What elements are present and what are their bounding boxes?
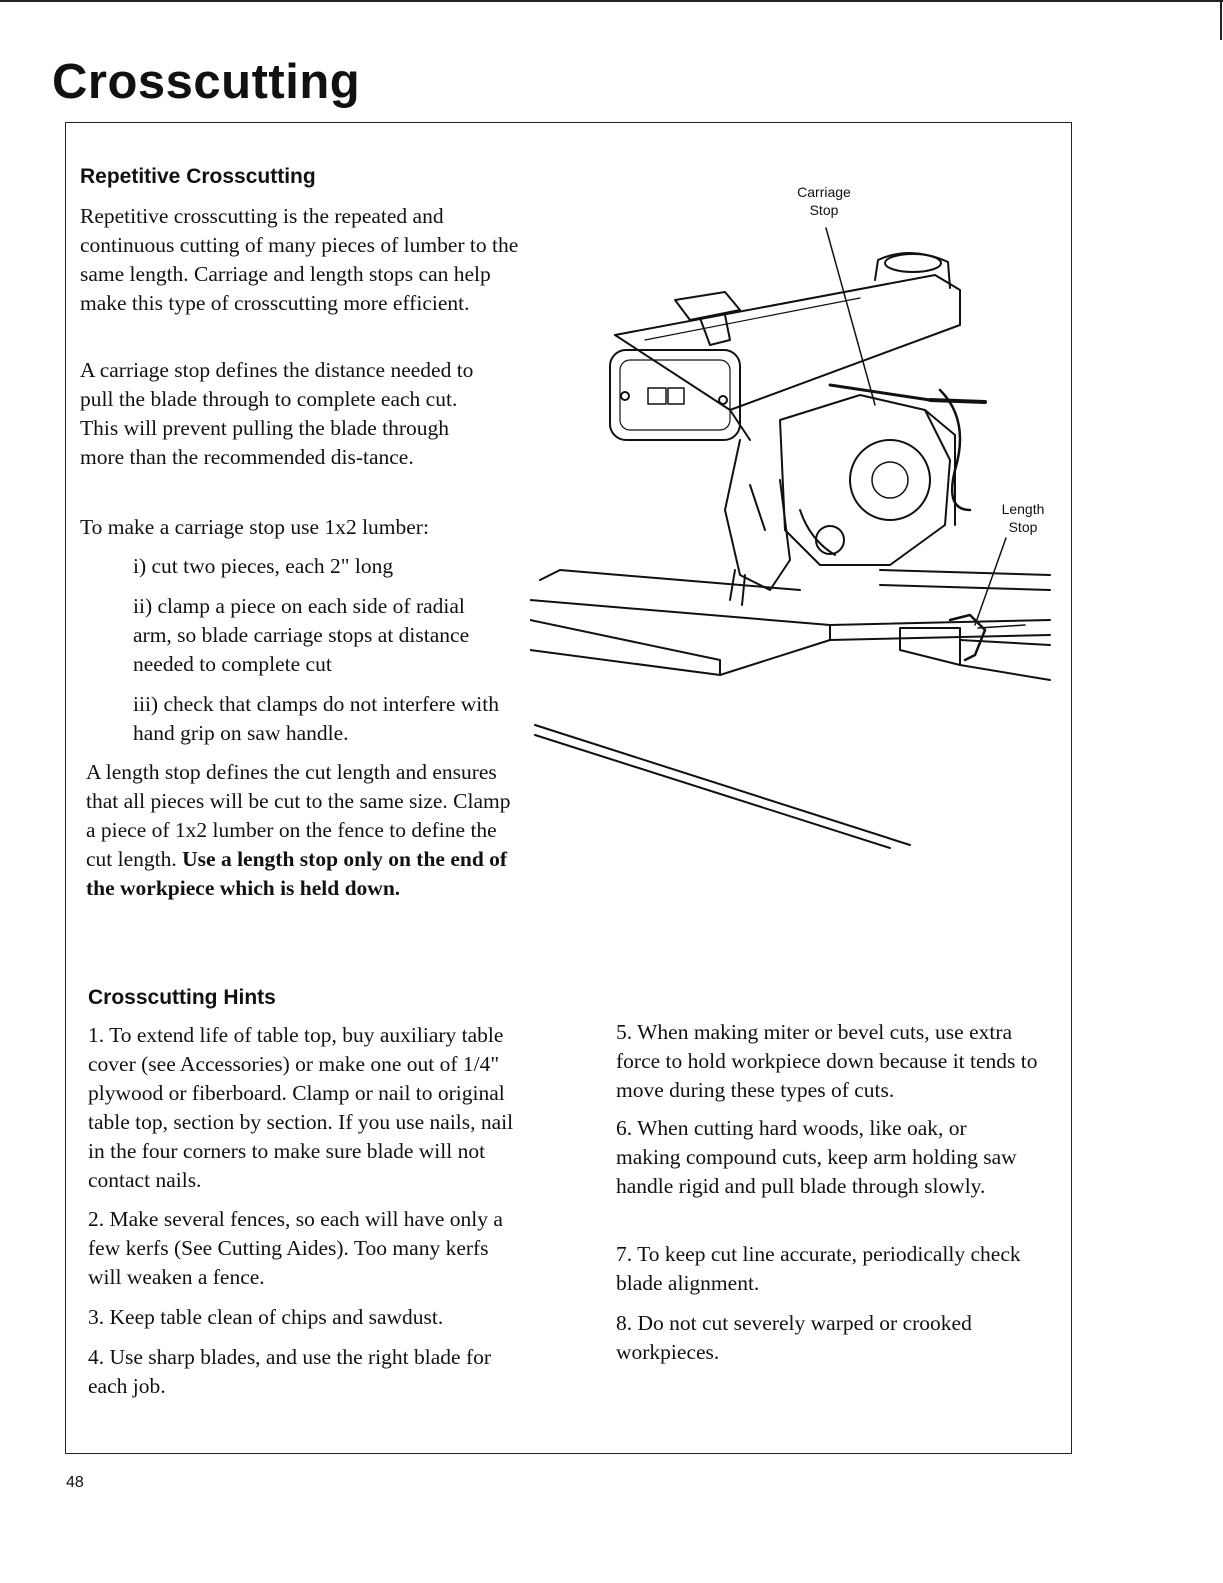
hint-item: 5. When making miter or bevel cuts, use extra force to hold workpiece down because it tends to move during these types of cuts. <box>616 1020 1038 1102</box>
page-title: Crosscutting <box>52 55 361 109</box>
carriage-stop-label-line: Stop <box>809 202 839 218</box>
step-item: ii) clamp a piece on each side of radial arm, so blade carriage stops at distance needed to complete cut <box>133 594 470 676</box>
length-stop-paragraph <box>86 758 518 903</box>
step-item: iii) check that clamps do not interfere with hand grip on saw handle. <box>133 692 499 745</box>
hint-item: 1. To extend life of table top, buy auxiliary table cover (see Accessories) or make one out of 1/4" plywood or fiberboard. Clamp or nail to original table top, section by section. If you use nails, nail in the four corners to make sure blade will not contact nails. <box>88 1023 514 1192</box>
length-stop-text: A length stop defines the cut length and ensures that all pieces will be cut to the same size. Clamp a piece of 1x2 lumber on the fence to define the cut length. <box>86 760 511 871</box>
top-rule <box>0 0 1223 2</box>
carriage-stop-paragraph: A carriage stop defines the distance needed to pull the blade through to complete each cut. This will prevent pulling the blade through more than the recommended dis-tance. <box>80 358 474 469</box>
intro-paragraph: Repetitive crosscutting is the repeated and continuous cutting of many pieces of lumber to the same length. Carriage and length stops can help make this type of crosscutting more efficient. <box>80 204 519 315</box>
hint-item: 3. Keep table clean of chips and sawdust. <box>88 1305 444 1329</box>
hint-item: 6. When cutting hard woods, like oak, or making compound cuts, keep arm holding saw handle rigid and pull blade through slowly. <box>616 1116 1017 1198</box>
hint-item: 8. Do not cut severely warped or crooked workpieces. <box>616 1311 972 1364</box>
radial-arm-saw-illustration <box>530 180 1060 860</box>
page-number: 48 <box>66 1474 84 1491</box>
hint-item: 2. Make several fences, so each will have only a few kerfs (See Cutting Aides). Too many kerfs will weaken a fence. <box>88 1207 503 1289</box>
carriage-stop-label <box>784 183 864 219</box>
length-stop-label-line: Stop <box>1008 519 1038 535</box>
hint-item: 4. Use sharp blades, and use the right blade for each job. <box>88 1345 492 1398</box>
make-stop-paragraph: To make a carriage stop use 1x2 lumber: <box>80 515 429 539</box>
carriage-stop-label-line: Carriage <box>797 184 851 200</box>
page-edge <box>1220 0 1222 40</box>
repetitive-heading: Repetitive Crosscutting <box>80 165 316 188</box>
hints-heading: Crosscutting Hints <box>88 986 276 1009</box>
hint-item: 7. To keep cut line accurate, periodically check blade alignment. <box>616 1242 1021 1295</box>
length-stop-warning: Use a length stop only on the end of the workpiece which is held down. <box>86 847 508 900</box>
length-stop-label <box>988 500 1058 536</box>
length-stop-label-line: Length <box>1001 501 1045 517</box>
step-item: i) cut two pieces, each 2" long <box>133 554 394 578</box>
